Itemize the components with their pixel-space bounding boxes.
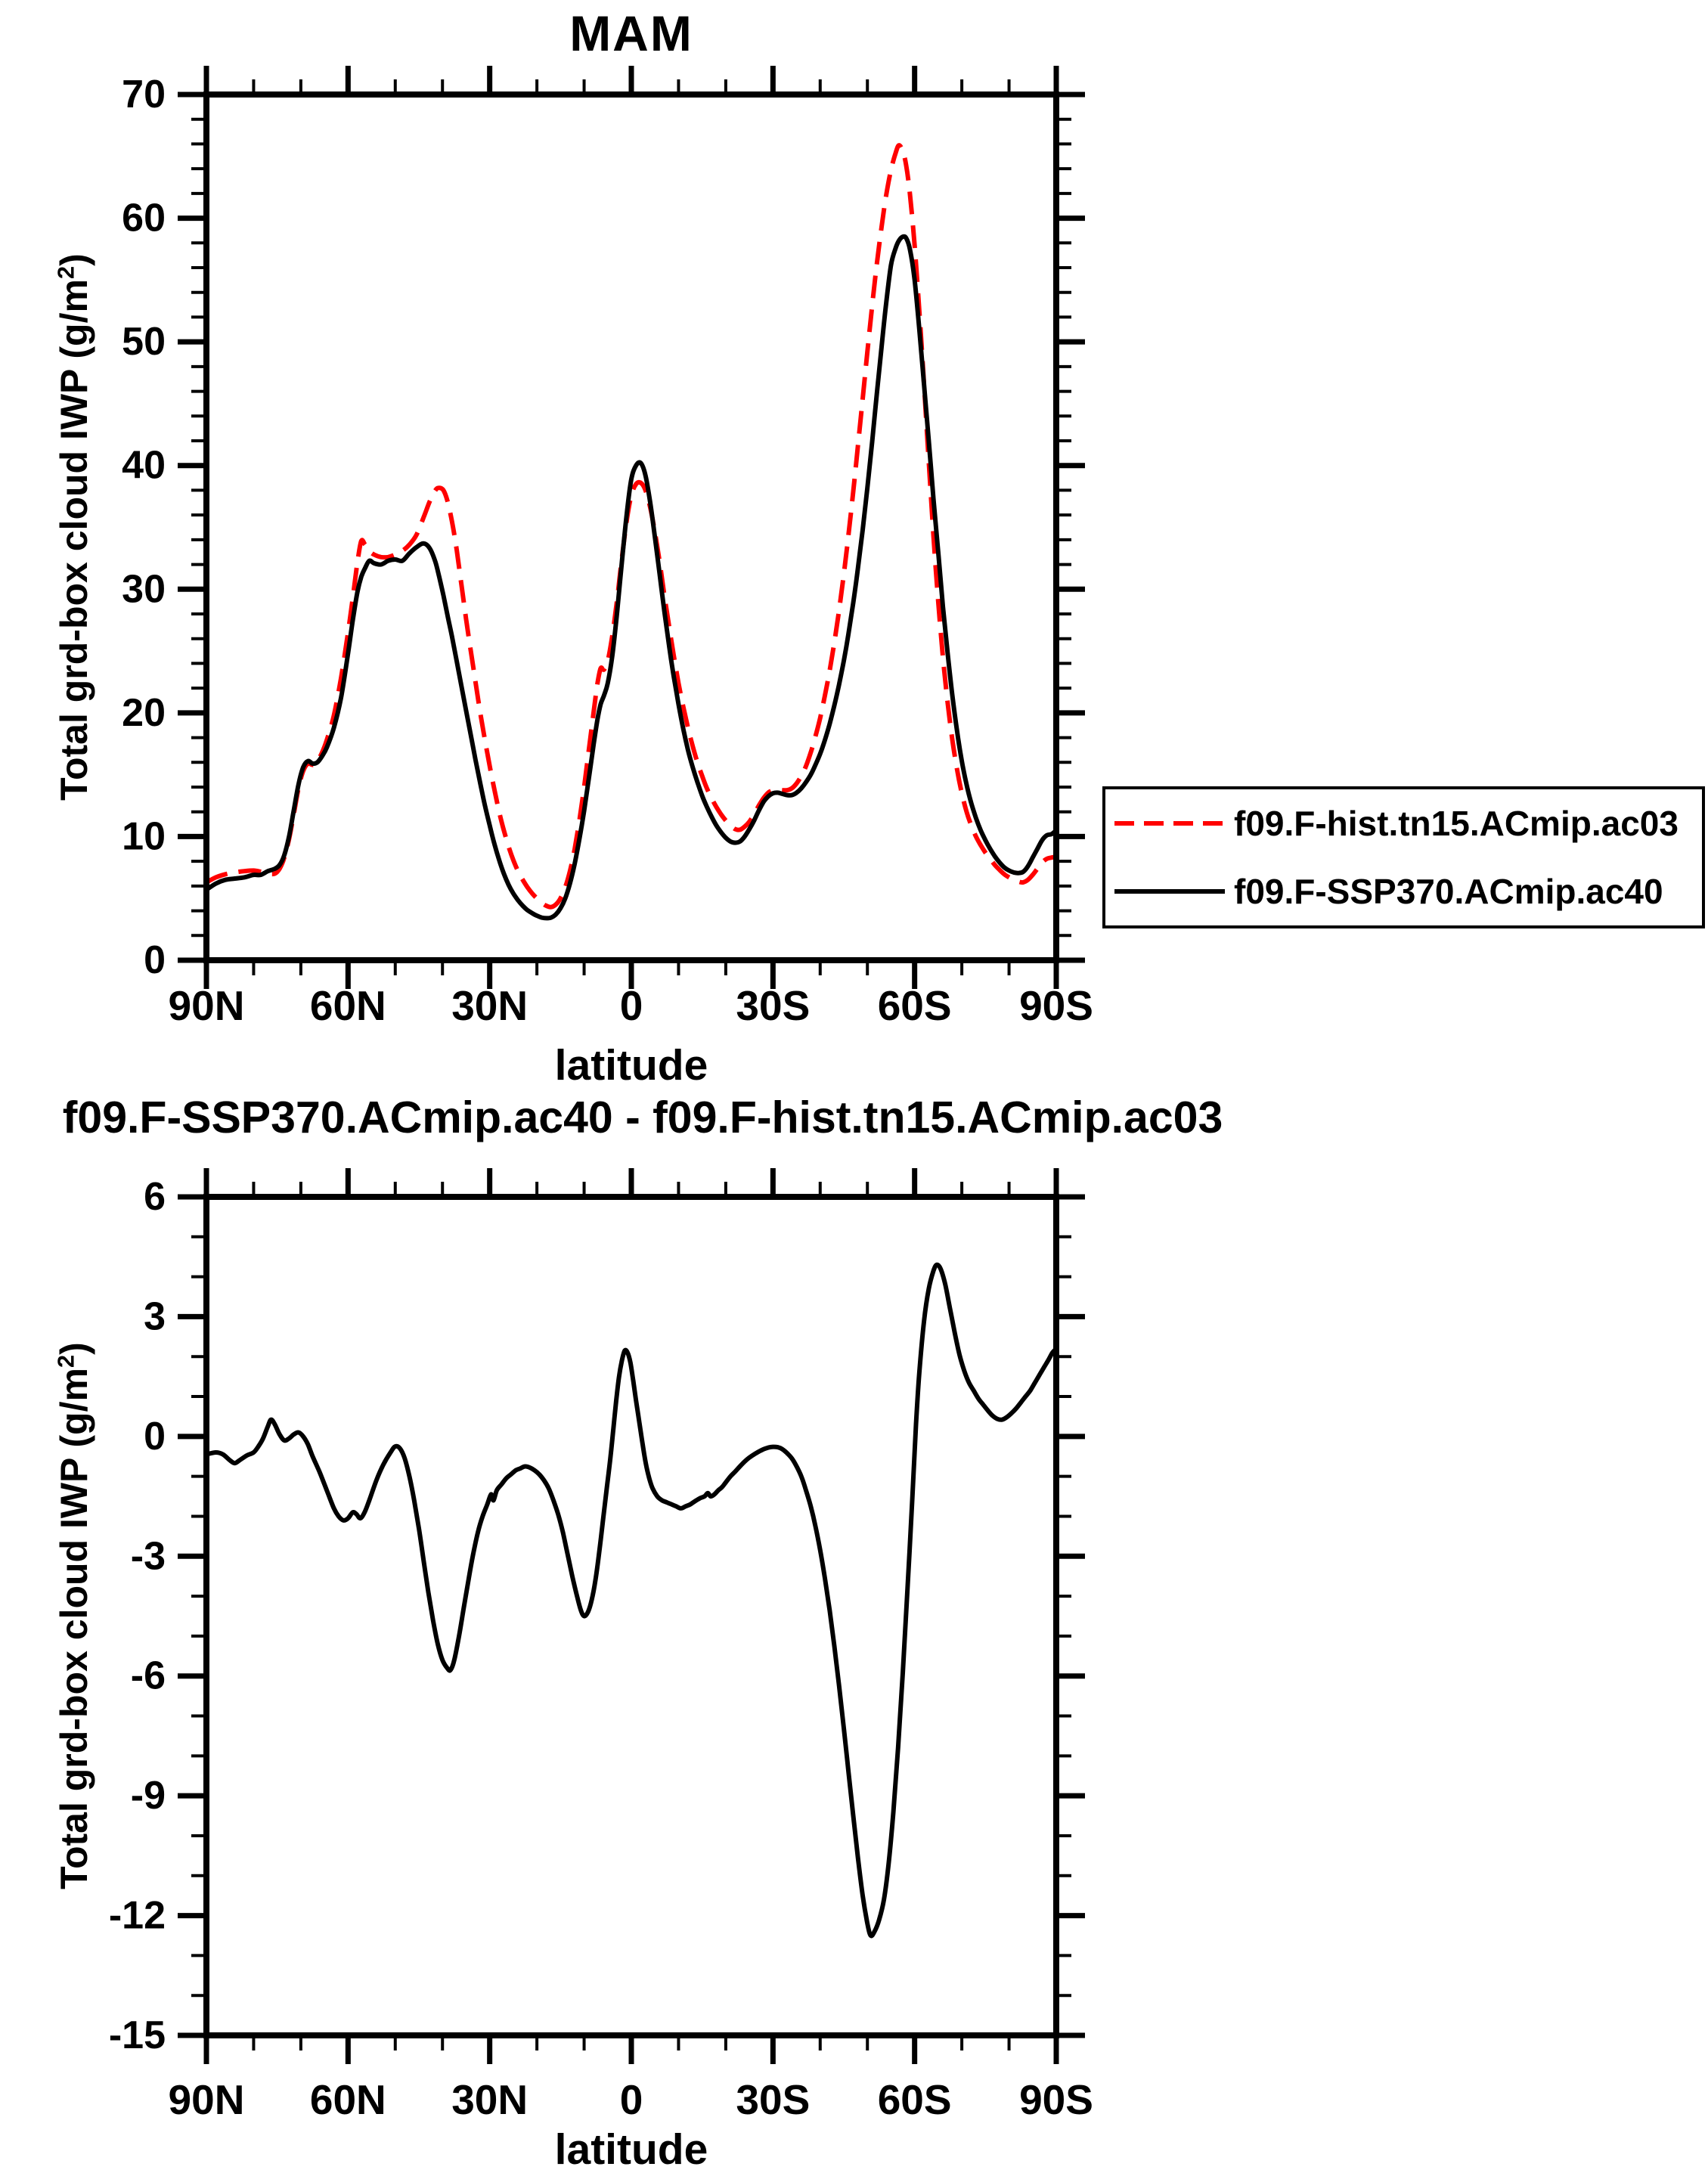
- legend: [1102, 786, 1705, 928]
- top-y-axis-title-text: Total grd-box cloud IWP (g/m: [53, 279, 95, 801]
- legend-label-hist: f09.F-hist.tn15.ACmip.ac03: [1234, 804, 1679, 843]
- difference-chart-title: f09.F-SSP370.ACmip.ac40 - f09.F-hist.tn15.ACmip.ac03: [62, 1093, 1223, 1142]
- x-tick-label: 90S: [1019, 2076, 1093, 2123]
- bottom-y-axis-title: [52, 1342, 96, 1889]
- hist-curve: [206, 145, 1056, 907]
- top-x-axis-title: latitude: [554, 1041, 708, 1090]
- y-tick-label: -3: [130, 1534, 166, 1579]
- top-y-axis-title-sup: 2: [52, 265, 79, 280]
- x-tick-label: 30S: [736, 982, 811, 1029]
- bottom-y-axis-title-text: Total grd-box cloud IWP (g/m: [53, 1368, 95, 1889]
- y-tick-label: -9: [130, 1774, 166, 1818]
- x-tick-label: 60S: [877, 982, 952, 1029]
- y-tick-label: 70: [122, 73, 166, 116]
- x-tick-label: 30S: [736, 2076, 811, 2123]
- ssp370-solid-line-sample: [1113, 888, 1226, 895]
- y-tick-label: 0: [144, 938, 166, 982]
- y-tick-label: 0: [144, 1414, 166, 1458]
- top-chart: [122, 66, 1093, 1029]
- axis-frame: [206, 1197, 1056, 2035]
- y-tick-label: 40: [122, 443, 166, 488]
- difference-chart: [109, 1168, 1093, 2123]
- x-tick-label: 0: [619, 982, 643, 1029]
- legend-label-ssp370: f09.F-SSP370.ACmip.ac40: [1234, 872, 1663, 911]
- bottom-x-axis-title: latitude: [554, 2125, 708, 2174]
- y-tick-label: 50: [122, 320, 166, 364]
- bottom-y-axis-title-sup: 2: [52, 1354, 79, 1369]
- axis-frame: [206, 95, 1056, 960]
- y-tick-label: -6: [130, 1654, 166, 1698]
- ssp370-curve: [206, 237, 1056, 919]
- y-tick-label: 10: [122, 814, 166, 859]
- x-tick-label: 90S: [1019, 982, 1093, 1029]
- diff-curve: [206, 1265, 1056, 1936]
- x-tick-label: 90N: [168, 2076, 245, 2123]
- legend-row-hist: [1105, 803, 1702, 844]
- top-chart-title: MAM: [569, 5, 693, 61]
- hist-dashed-line-sample: [1113, 820, 1226, 827]
- y-tick-label: 6: [144, 1175, 166, 1219]
- x-tick-label: 30N: [451, 982, 529, 1029]
- y-tick-label: -15: [108, 2013, 166, 2057]
- legend-row-ssp370: [1105, 871, 1702, 912]
- y-tick-label: 3: [144, 1294, 166, 1339]
- x-tick-label: 60N: [309, 982, 386, 1029]
- y-tick-label: 60: [122, 196, 166, 240]
- y-tick-label: 30: [122, 567, 166, 612]
- y-tick-label: 20: [122, 690, 166, 735]
- x-tick-label: 90N: [168, 982, 245, 1029]
- top-y-axis-title: [52, 253, 96, 801]
- x-tick-label: 30N: [451, 2076, 529, 2123]
- x-tick-label: 60N: [309, 2076, 386, 2123]
- top-y-axis-title-suffix: ): [53, 253, 95, 266]
- x-tick-label: 0: [619, 2076, 643, 2123]
- bottom-y-axis-title-suffix: ): [53, 1342, 95, 1355]
- y-tick-label: -12: [108, 1893, 166, 1938]
- x-tick-label: 60S: [877, 2076, 952, 2123]
